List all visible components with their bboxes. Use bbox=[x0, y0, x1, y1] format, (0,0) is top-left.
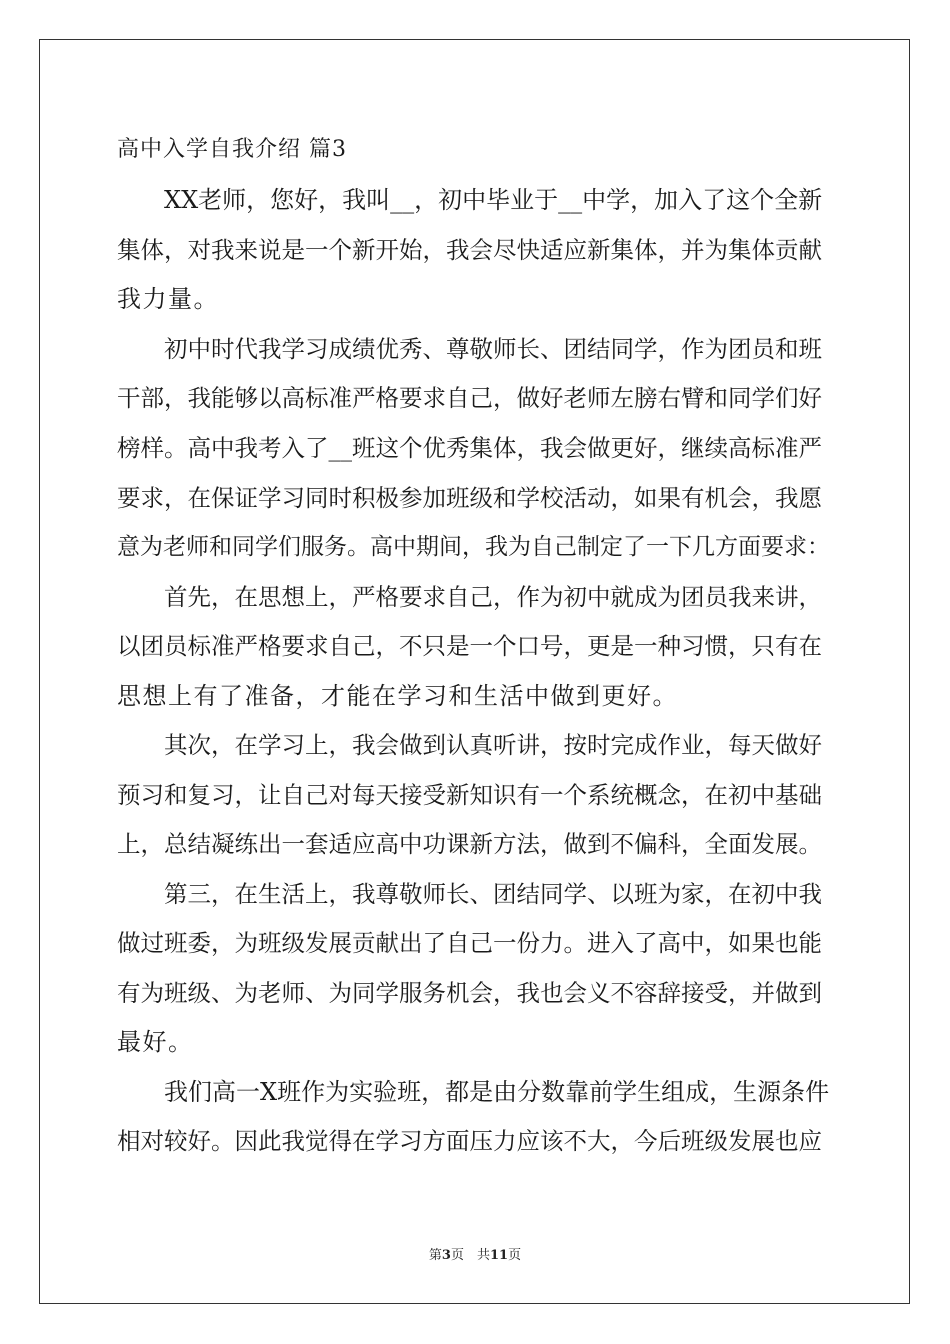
text-line: 集体，对我来说是一个新开始，我会尽快适应新集体，并为集体贡献 bbox=[117, 236, 822, 264]
text-line: 首先，在思想上，严格要求自己，作为初中就成为团员我来讲， bbox=[164, 583, 822, 611]
page-total-number: 11 bbox=[489, 1248, 509, 1263]
page-prefix: 第 bbox=[428, 1248, 442, 1263]
text-line: 意为老师和同学们服务。高中期间，我为自己制定了一下几方面要求： bbox=[117, 534, 830, 560]
text-line: 榜样。高中我考入了__班这个优秀集体，我会做更好，继续高标准严 bbox=[117, 434, 822, 462]
page-mid: 页 共 bbox=[450, 1248, 490, 1263]
text-line: 最好。 bbox=[117, 1028, 194, 1056]
document-title: 高中入学自我介绍 篇3 bbox=[117, 137, 347, 162]
text-line: 思想上有了准备，才能在学习和生活中做到更好。 bbox=[117, 682, 678, 710]
text-line: 其次，在学习上，我会做到认真听讲，按时完成作业，每天做好 bbox=[164, 731, 822, 759]
text-line: 第三，在生活上，我尊敬师长、团结同学、以班为家，在初中我 bbox=[164, 880, 822, 908]
text-line: 做过班委，为班级发展贡献出了自己一份力。进入了高中，如果也能 bbox=[117, 929, 822, 957]
text-line: 预习和复习，让自己对每天接受新知识有一个系统概念，在初中基础 bbox=[117, 781, 822, 809]
text-line: XX老师，您好，我叫__，初中毕业于__中学，加入了这个全新 bbox=[164, 186, 823, 214]
text-line: 干部，我能够以高标准严格要求自己，做好老师左膀右臂和同学们好 bbox=[117, 384, 822, 412]
text-line: 初中时代我学习成绩优秀、尊敬师长、团结同学，作为团员和班 bbox=[164, 335, 822, 363]
page-suffix: 页 bbox=[508, 1248, 522, 1263]
text-line: 上，总结凝练出一套适应高中功课新方法，做到不偏科，全面发展。 bbox=[117, 830, 822, 858]
page-footer bbox=[0, 1246, 950, 1266]
text-line: 我力量。 bbox=[117, 285, 219, 313]
text-line: 以团员标准严格要求自己，不只是一个口号，更是一种习惯，只有在 bbox=[117, 632, 822, 660]
page-current-number: 3 bbox=[441, 1248, 451, 1263]
text-line: 相对较好。因此我觉得在学习方面压力应该不大，今后班级发展也应 bbox=[117, 1127, 822, 1155]
text-line: 我们高一X班作为实验班，都是由分数靠前学生组成，生源条件 bbox=[164, 1078, 830, 1106]
text-line: 要求，在保证学习同时积极参加班级和学校活动，如果有机会，我愿 bbox=[117, 484, 822, 512]
text-line: 有为班级、为老师、为同学服务机会，我也会义不容辞接受，并做到 bbox=[117, 979, 822, 1007]
